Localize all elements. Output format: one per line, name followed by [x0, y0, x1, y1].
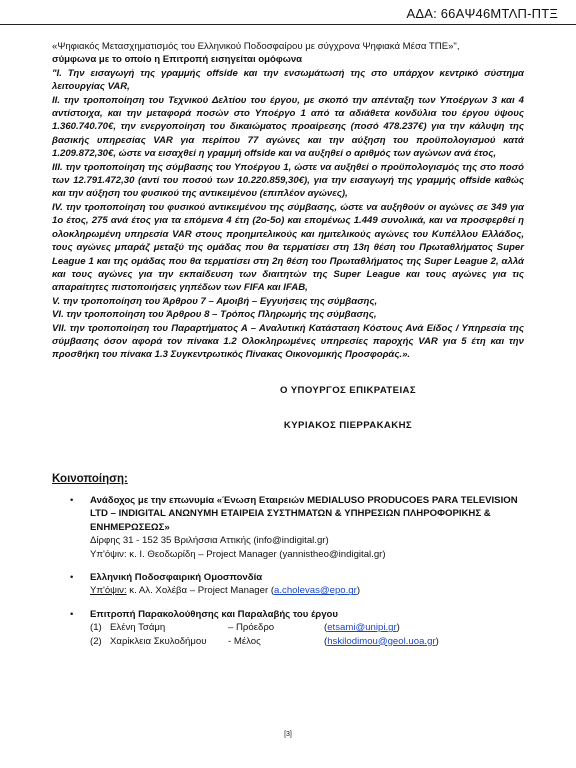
- decision-item-7: VII. την τροποποίηση του Παραρτήματος Α – Αναλυτική Κατάσταση Κόστους Ανά Είδος / Υπηρεσία της σύμβασης όσον αφορά τον πίνακα 1.2 Ολοκληρωμένες υπηρεσίες παροχής VAR για 5 έτη και την προσθήκη του πίνακα 1.3 Συγκεντρωτικός Πίνακας Οικονομικής Προσφοράς.».: [52, 322, 524, 361]
- notifications-heading: Κοινοποίηση:: [52, 472, 128, 485]
- email-link[interactable]: hskilodimou@geol.uoa.gr: [327, 635, 436, 647]
- decision-item-5: V. την τροποποίηση του Άρθρου 7 – Αμοιβή – Εγγυήσεις της σύμβασης,: [52, 295, 378, 307]
- member-number: (1): [90, 622, 102, 634]
- email-link[interactable]: etsami@unipi.gr: [327, 622, 397, 634]
- recipient-committee: [52, 608, 524, 648]
- decision-item-1: "I. Την εισαγωγή της γραμμής offside και την ενσωμάτωσή της στο υπάρχον κεντρικό σύστημα λειτουργίας VAR,: [52, 67, 524, 93]
- recipient-name: Ελληνική Ποδοσφαιρική Ομοσπονδία: [90, 572, 263, 583]
- attn-close: ): [356, 585, 361, 597]
- email-link[interactable]: a.cholevas@epo.gr: [274, 585, 357, 597]
- header-divider: [0, 24, 576, 25]
- decision-item-4: IV. την τροποποίηση του φυσικού αντικειμένου της σύμβασης, ώστε να αυξηθούν οι αγώνες σε 349 για 1ο έτος, 275 ανά έτος για τα επόμενα 4 έτη (2ο-5ο) και επομένως 1.449 συνολικά, και να προσφερθεί η ολοκληρωμένη υπηρεσία VAR στους προημιτελικούς και ημιτελικούς αγώνες του Κυπέλλου Ελλάδος, τους αγώνες μπαράζ μεταξύ της ομάδας που θα τερματίσει στη 13η θέση του Πρωταθλήματος Super League 1 και της ομάδας που θα τερματίσει στη 2η θέση του Πρωταθλήματος της Super League 2, αλλά και τους αγώνες για την εκπαίδευση των διαιτητών της Super League και τους αγώνες για τις απαραίτητες πιστοποιήσεις γηπέδων των FIFA και IFAB,: [52, 201, 524, 294]
- attn-text: κ. Ι. Θεοδωρίδη – Project Manager (yannistheo@indigital.gr): [126, 548, 386, 560]
- committee-member: (1) Ελένη Τσάμη – Πρόεδρο (etsami@unipi.gr): [90, 622, 400, 634]
- decision-item-3: III. την τροποποίηση της σύμβασης του Υποέργου 1, ώστε να αυξηθεί ο προϋπολογισμός της στο ποσό των 12.791.472,30 (αντί του ποσού των 10.220.859,30€), για την εισαγωγή της γραμμής offside καθώς και την αύξηση του φυσικού της αντικειμένου (επιπλέον αγώνες),: [52, 161, 524, 200]
- intro-line: «Ψηφιακός Μετασχηματισμός του Ελληνικού Ποδοσφαίρου με σύγχρονα Ψηφιακά Μέσα ΤΠΕ»",: [52, 41, 460, 52]
- attn-text: κ. Αλ. Χολέβα – Project Manager (: [126, 585, 275, 597]
- decision-item-2: II. την τροποποίηση του Τεχνικού Δελτίου του έργου, με σκοπό την απένταξη των Υποέργων 3 και 4 αντίστοιχα, και την μεταφορά ποσών στο Υποέργο 1 από τα αδιάθετα κονδύλια του έργου ύψους 1.360.740.70€, την ενεργοποίηση του δικαιώματος προαίρεσης (ποσό 478.237€) για την κάλυψη της βασικής υπηρεσίας VAR για περίπου 77 αγώνες και την αύξηση του προϋπολογισμού κατά 1.209.872,30€, ώστε να εισαχθεί η γραμμή offside και να αυξηθεί ο αριθμός των αγώνων ανά έτος,: [52, 94, 524, 160]
- recipient-attn: [90, 584, 524, 597]
- bullet-icon: •: [70, 608, 74, 620]
- bullet-icon: •: [70, 572, 74, 583]
- recipients-list: [52, 494, 524, 648]
- recipient-epo: [52, 571, 524, 598]
- recipient-address: Δίρφης 31 - 152 35 Βριλήσσια Αττικής (info@indigital.gr): [90, 535, 329, 547]
- ada-code: ΑΔΑ: 66ΑΨ46ΜΤΛΠ-ΠΤΞ: [406, 6, 558, 21]
- member-number: (2): [90, 635, 102, 647]
- member-name: Ελένη Τσάμη: [110, 622, 166, 634]
- intro-bold-line: σύμφωνα με το οποίο η Επιτροπή εισηγείται ομόφωνα: [52, 54, 303, 66]
- signature-name: ΚΥΡΙΑΚΟΣ ΠΙΕΡΡΑΚΑΚΗΣ: [283, 420, 413, 432]
- member-name: Χαρίκλεια Σκυλοδήμου: [110, 635, 207, 647]
- attn-label: Υπ'όψιν:: [90, 548, 127, 560]
- committee-member: (2) Χαρίκλεια Σκυλοδήμου - Μέλος (hskilodimou@geol.uoa.gr): [90, 635, 439, 647]
- recipient-attn: [90, 548, 524, 561]
- member-role: - Μέλος: [228, 635, 261, 647]
- attn-label: Υπ'όψιν:: [90, 585, 127, 597]
- decision-item-6: VI. την τροποποίηση του Άρθρου 8 – Τρόπος Πληρωμής της σύμβασης,: [52, 309, 377, 321]
- bullet-icon: •: [70, 494, 74, 506]
- signature-title: Ο ΥΠΟΥΡΓΟΣ ΕΠΙΚΡΑΤΕΙΑΣ: [279, 384, 417, 396]
- recipient-name: Επιτροπή Παρακολούθησης και Παραλαβής του έργου: [90, 608, 338, 620]
- page-number: [3]: [284, 731, 292, 738]
- recipient-contractor: [52, 494, 524, 561]
- recipient-name: Ανάδοχος με την επωνυμία «Ένωση Εταιρειών MEDIALUSO PRODUCOES PARA TELEVISION LTD – INDIGITAL ΑΝΩΝΥΜΗ ΕΤΑΙΡΕΙΑ ΣΥΣΤΗΜΑΤΩΝ & ΥΠΗΡΕΣΙΩΝ ΠΛΗΡΟΦΟΡΙΚΗΣ & ΕΝΗΜΕΡΩΣΕΩΣ»: [90, 494, 518, 533]
- document-body: [52, 40, 524, 658]
- member-role: – Πρόεδρο: [228, 622, 275, 634]
